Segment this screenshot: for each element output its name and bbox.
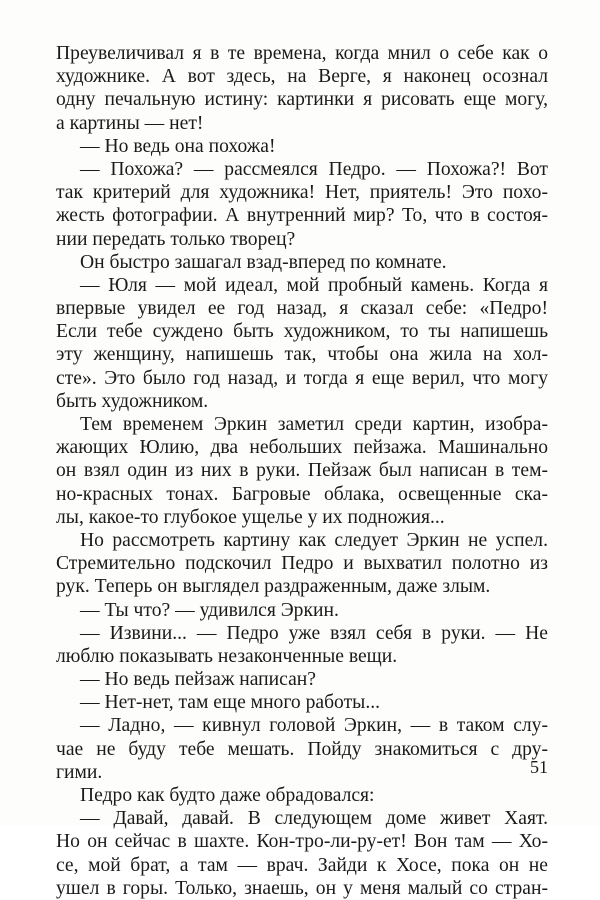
text-line: рук. Теперь он выглядел раздраженным, даже злым. [56,576,491,598]
text-line: он взял один из них в руки. Пейзаж был написан в тем- [56,460,548,482]
text-line: Тем временем Эркин заметил среди картин, изобра- [80,414,548,435]
text-line: впервые увидел ее год назад, я сказал себе: «Педро! [56,298,548,320]
text-line: — Ты что? — удивился Эркин. [80,599,339,621]
text-line: а картины — нет! [56,112,204,134]
text-line: художнике. А вот здесь, на Верге, я наконец осознал [56,66,548,88]
text-line: нии передать только творец? [56,228,296,250]
text-line: Если тебе суждено быть художником, то ты напишешь [56,321,548,343]
text-line: — Ладно, — кивнул головой Эркин, — в таком слу- [80,715,548,737]
text-line: ушел в горы. Только, знаешь, он у меня малый со стран- [56,877,548,899]
text-line: — Но ведь пейзаж написан? [80,669,316,691]
text-line: жающих Юлию, два небольших пейзажа. Машинально [56,437,548,459]
text-line: одну печальную истину: картинки я рисовать еще могу, [56,89,548,111]
text-line: но-красных тонах. Багровые облака, освещенные ска- [56,483,548,505]
text-line: — Юля — мой идеал, мой пробный камень. Когда я [80,274,548,296]
text-line: Но он сейчас в шахте. Кон-тро-ли-ру-ет! Вон там — Хо- [56,831,548,853]
text-line: — Давай, давай. В следующем доме живет Хаят. [80,808,548,830]
text-line: Он быстро зашагал взад-вперед по комнате. [80,251,447,273]
text-line: се, мой брат, а там — врач. Зайди к Хосе, пока он не [56,854,548,876]
text-line: так критерий для художника! Нет, приятель! Это похо- [56,182,548,204]
text-line: гими. [56,761,103,783]
text-line: сте». Это было год назад, и тогда я еще верил, что могу [56,367,548,389]
text-line: — Нет-нет, там еще много работы... [80,692,381,714]
text-line: быть художником. [56,390,209,412]
text-line: — Но ведь она похожа! [80,135,276,157]
text-line: Преувеличивал я в те времена, когда мнил о себе как о [56,43,548,64]
text-line: чае не буду тебе мешать. Пойду знакомиться с дру- [56,738,548,760]
text-line: Педро как будто даже обрадовался: [80,785,375,806]
text-line: Но рассмотреть картину как следует Эркин не успел. [80,529,548,551]
text-line: — Похожа? — рассмеялся Педро. — Похожа?! Вот [80,158,548,180]
text-line: люблю показывать незаконченные вещи. [56,645,398,667]
page-number: 51 [530,757,548,777]
text-line: эту женщину, напишешь так, чтобы она жила на хол- [56,344,548,366]
text-line: Стремительно подскочил Педро и выхватил полотно из [56,553,548,575]
text-line: жесть фотографии. А внутренний мир? То, что в состоя- [56,205,548,227]
body-text [56,42,548,900]
text-line: — Извини... — Педро уже взял себя в руки. — Не [80,622,548,644]
text-line: лы, какое-то глубокое ущелье у их подножия... [56,506,445,528]
